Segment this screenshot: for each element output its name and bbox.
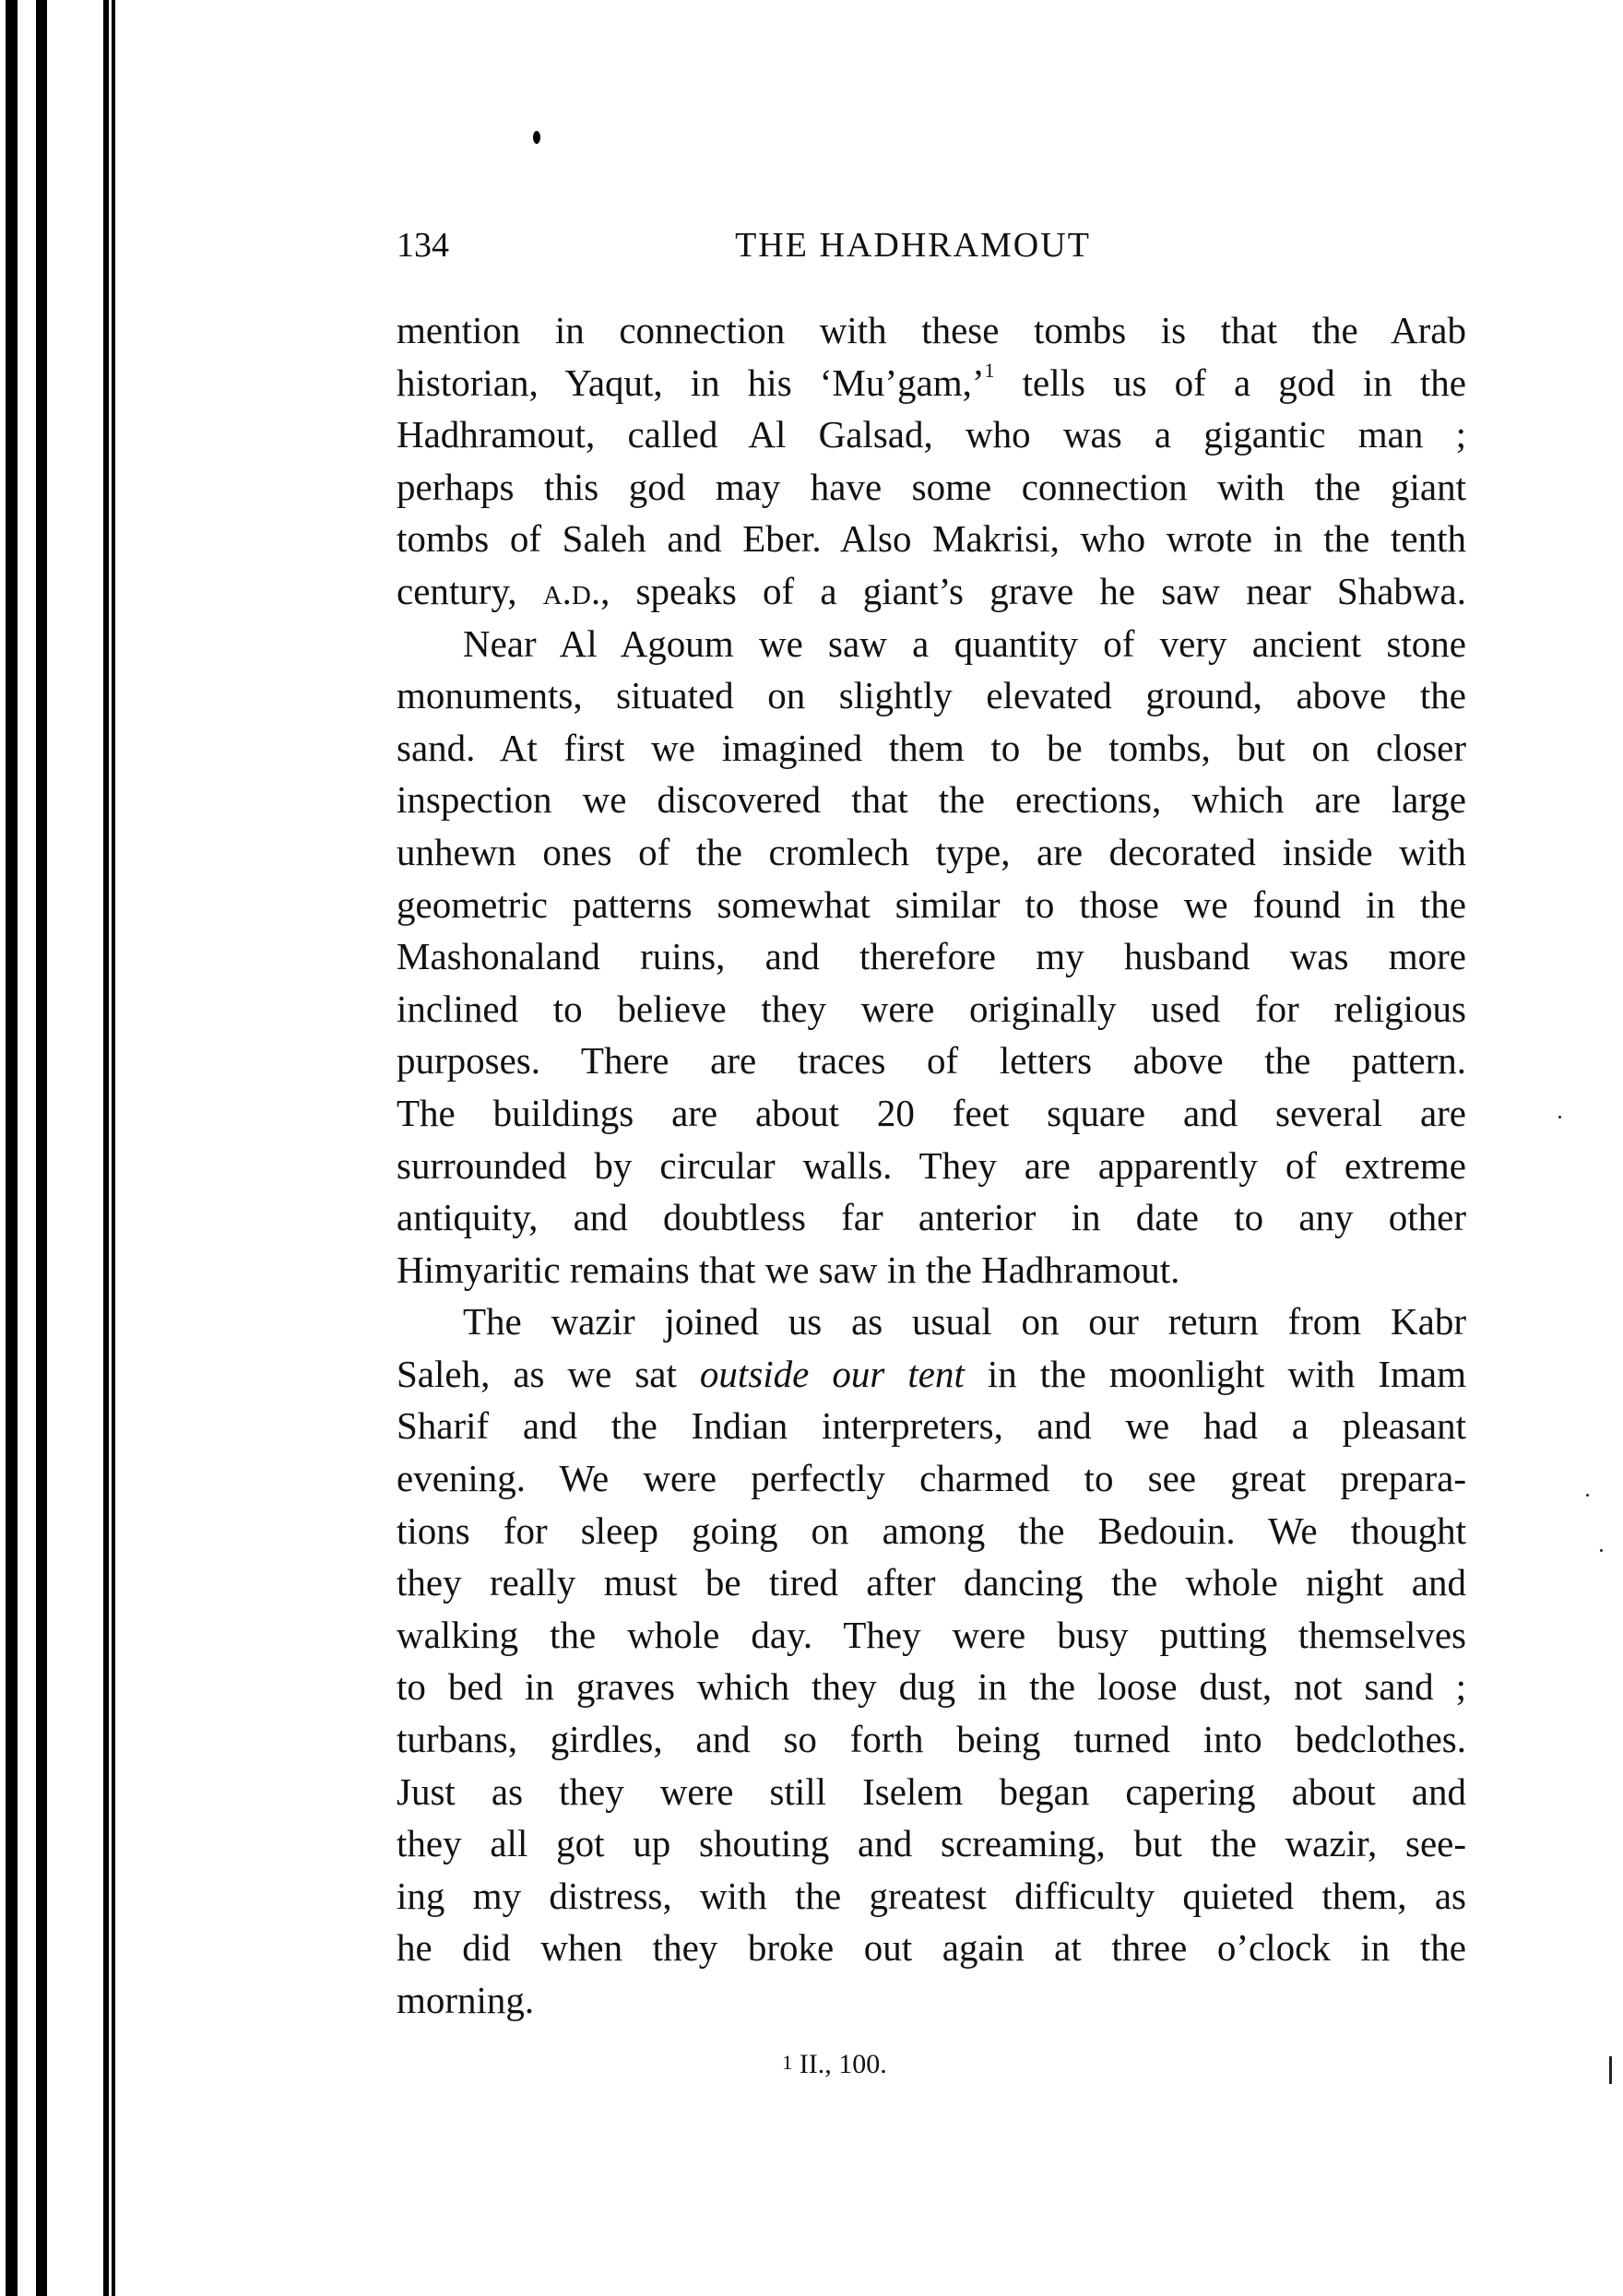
small-caps-run: a.d.: [542, 569, 601, 612]
text-line: perhaps this god may have some connection with the giant: [397, 465, 1466, 508]
text-line: inclined to believe they were originally used for religious: [397, 987, 1466, 1030]
text-run: Saleh, as we sat: [397, 1352, 700, 1395]
text-line: surrounded by circular walls. They are apparently of extreme: [397, 1143, 1466, 1187]
ink-blot: [533, 131, 540, 144]
footnote: [397, 2049, 1466, 2080]
page-binding-edge: [36, 0, 47, 2296]
text-run: in the moonlight with Imam: [964, 1352, 1467, 1395]
italic-run: outside our tent: [699, 1352, 965, 1395]
text-line: ing my distress, with the greatest difficulty quieted them, as: [397, 1874, 1466, 1917]
text-line: tions for sleep going on among the Bedouin. We thought: [397, 1509, 1466, 1552]
text-run: tells us of a god in the: [994, 361, 1466, 404]
footnote-marker: 1: [782, 2051, 793, 2074]
scan-speck: [1609, 2056, 1612, 2084]
text-line: antiquity, and doubtless far anterior in date to any other: [397, 1196, 1466, 1239]
text-line: tombs of Saleh and Eber. Also Makrisi, who wrote in the tenth: [397, 517, 1466, 561]
text-line: [397, 357, 1466, 409]
text-line: unhewn ones of the cromlech type, are decorated inside with: [397, 830, 1466, 873]
footnote-text: II., 100.: [792, 2049, 887, 2079]
text-run: historian, Yaqut, in his ‘Mu’gam,’: [397, 361, 985, 404]
text-line: Near Al Agoum we saw a quantity of very ancient stone: [463, 621, 1466, 665]
body-text: [397, 304, 1466, 2027]
text-line: turbans, girdles, and so forth being turned into bedclothes.: [397, 1718, 1466, 1761]
running-head: THE HADHRAMOUT: [735, 226, 1091, 265]
text-line: mention in connection with these tombs is that the Arab: [397, 309, 1466, 351]
text-line: Himyaritic remains that we saw in the Hadhramout.: [397, 1248, 1180, 1291]
page-header: [397, 225, 1466, 277]
text-run: century,: [397, 569, 543, 612]
text-line: monuments, situated on slightly elevated ground, above the: [397, 674, 1466, 717]
text-line: they really must be tired after dancing the whole night and: [397, 1561, 1466, 1604]
text-line: [397, 565, 1466, 618]
text-line: [397, 1348, 1466, 1401]
text-line: to bed in graves which they dug in the loose dust, not sand ;: [397, 1665, 1466, 1709]
text-line: inspection we discovered that the erections, which are large: [397, 778, 1466, 822]
page-gutter-line: [103, 0, 109, 2296]
page-binding-edge: [6, 0, 18, 2296]
text-line: he did when they broke out again at three o’clock in the: [397, 1926, 1466, 1970]
scan-speck: [1558, 1116, 1561, 1118]
footnote-ref: 1: [984, 358, 995, 382]
page-number: 134: [397, 226, 449, 265]
text-line: Mashonaland ruins, and therefore my husband was more: [397, 935, 1466, 978]
text-line: Hadhramout, called Al Galsad, who was a gigantic man ;: [397, 413, 1466, 456]
scan-speck: [1586, 1494, 1589, 1497]
text-line: evening. We were perfectly charmed to see great prepara-: [397, 1457, 1466, 1500]
text-line: Sharif and the Indian interpreters, and we had a pleasant: [397, 1404, 1466, 1448]
text-line: they all got up shouting and screaming, but the wazir, see-: [397, 1822, 1466, 1865]
page-gutter-line: [112, 0, 115, 2296]
text-line: geometric patterns somewhat similar to those we found in the: [397, 882, 1466, 926]
text-line: Just as they were still Iselem began capering about and: [397, 1769, 1466, 1813]
text-line: walking the whole day. They were busy putting themselves: [397, 1613, 1466, 1656]
text-line: The wazir joined us as usual on our return from Kabr: [463, 1300, 1466, 1343]
text-line: morning.: [397, 1979, 535, 2021]
scan-speck: [1600, 1549, 1603, 1552]
text-line: sand. At first we imagined them to be tombs, but on closer: [397, 726, 1466, 769]
text-line: The buildings are about 20 feet square and several are: [397, 1091, 1466, 1134]
text-run: , speaks of a giant’s grave he saw near Shabwa.: [600, 569, 1466, 612]
text-line: purposes. There are traces of letters above the pattern.: [397, 1039, 1466, 1083]
